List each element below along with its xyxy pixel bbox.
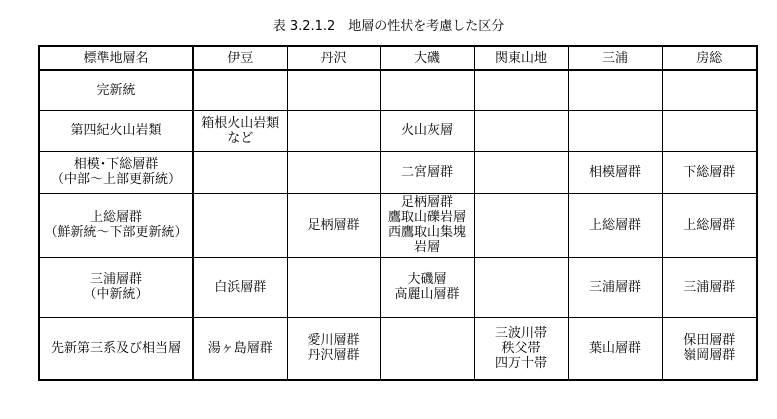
- cell-line: 三浦層群: [683, 279, 736, 295]
- table-cell: [568, 317, 662, 380]
- table-cell: [380, 110, 474, 151]
- header-kanto-mountains: 関東山地: [474, 46, 568, 70]
- table-cell: [474, 257, 568, 317]
- table-cell: [474, 193, 568, 257]
- table-row: [39, 193, 757, 257]
- cell-line: 岩層: [413, 240, 440, 255]
- row-name-cell: [39, 110, 193, 151]
- table-cell: [568, 193, 662, 257]
- row-name-line: 先新第三系及び相当層: [50, 340, 181, 356]
- table-cell: [474, 70, 568, 110]
- header-row: [39, 46, 757, 70]
- row-name-line: （中新統）: [83, 287, 149, 302]
- header-standard-strata: 標準地層名: [39, 46, 193, 70]
- table-cell: [662, 193, 757, 257]
- table-cell: [568, 151, 662, 193]
- table-cell: [380, 193, 474, 257]
- table-caption: 表 3.2.1.2 地層の性状を考慮した区分: [272, 19, 505, 34]
- row-name-cell: [39, 70, 193, 110]
- row-name-line: 第四紀火山岩類: [70, 123, 162, 138]
- cell-line: 四万十帯: [494, 355, 547, 371]
- table-cell: [662, 151, 757, 193]
- cell-line: 火山灰層: [400, 123, 453, 138]
- strata-table-container: [38, 45, 758, 381]
- cell-line: 下総層群: [683, 164, 736, 180]
- header-boso: 房総: [662, 46, 757, 70]
- header-izu: 伊豆: [193, 46, 287, 70]
- cell-line: 箱根火山岩類: [201, 115, 280, 131]
- row-name-cell: [39, 193, 193, 257]
- row-name-line: （鮮新統～下部更新統）: [44, 225, 188, 240]
- table-cell: [193, 151, 287, 193]
- strata-classification-table: [38, 45, 758, 381]
- table-cell: [662, 317, 757, 380]
- cell-line: 相模層群: [588, 164, 641, 180]
- table-cell: [380, 317, 474, 380]
- table-cell: [193, 193, 287, 257]
- table-cell: [380, 151, 474, 193]
- table-cell: [474, 317, 568, 380]
- table-row: [39, 257, 757, 317]
- cell-line: 三波川帯: [494, 325, 547, 341]
- table-cell: [193, 317, 287, 380]
- table-cell: [474, 151, 568, 193]
- cell-line: 葉山層群: [588, 340, 641, 356]
- row-name-line: （中部～上部更新統）: [50, 172, 181, 187]
- table-cell: [380, 257, 474, 317]
- table-cell: [287, 257, 380, 317]
- cell-line: 湯ヶ島層群: [207, 340, 273, 356]
- table-row: [39, 317, 757, 380]
- table-cell: [193, 257, 287, 317]
- table-cell: [662, 257, 757, 317]
- cell-line: 大磯層: [407, 272, 447, 287]
- header-oiso: 大磯: [380, 46, 474, 70]
- cell-line: 上総層群: [588, 217, 641, 233]
- table-row: [39, 151, 757, 193]
- table-cell: [287, 317, 380, 380]
- header-miura: 三浦: [568, 46, 662, 70]
- table-cell: [287, 151, 380, 193]
- cell-line: など: [227, 130, 254, 146]
- header-tanzawa: 丹沢: [287, 46, 380, 70]
- table-cell: [568, 110, 662, 151]
- table-cell: [662, 110, 757, 151]
- cell-line: 三浦層群: [588, 279, 641, 295]
- table-cell: [662, 70, 757, 110]
- table-cell: [287, 70, 380, 110]
- row-name-line: 三浦層群: [89, 272, 142, 287]
- row-name-line: 相模･下総層群: [73, 157, 159, 172]
- row-name-cell: [39, 151, 193, 193]
- cell-line: 二宮層群: [400, 164, 453, 180]
- cell-line: 西鷹取山集塊: [387, 225, 466, 240]
- cell-line: 丹沢層群: [307, 348, 360, 364]
- cell-line: 愛川層群: [307, 333, 360, 349]
- cell-line: 保田層群: [683, 333, 736, 349]
- cell-line: 嶺岡層群: [683, 348, 736, 364]
- cell-line: 秩父帯: [501, 340, 541, 356]
- table-row: [39, 70, 757, 110]
- table-cell: [474, 110, 568, 151]
- row-name-line: 上総層群: [89, 210, 142, 225]
- table-row: [39, 110, 757, 151]
- cell-line: 白浜層群: [214, 279, 267, 295]
- cell-line: 高麗山層群: [394, 287, 460, 302]
- row-name-cell: [39, 257, 193, 317]
- cell-line: 足柄層群: [400, 195, 453, 210]
- cell-line: 鷹取山礫岩層: [387, 210, 466, 225]
- table-cell: [380, 70, 474, 110]
- cell-line: 足柄層群: [307, 217, 360, 233]
- table-cell: [287, 193, 380, 257]
- table-cell: [287, 110, 380, 151]
- table-cell: [568, 70, 662, 110]
- table-cell: [568, 257, 662, 317]
- table-cell: [193, 70, 287, 110]
- table-cell: [193, 110, 287, 151]
- row-name-cell: [39, 317, 193, 380]
- cell-line: 上総層群: [683, 217, 736, 233]
- row-name-line: 完新統: [96, 82, 136, 98]
